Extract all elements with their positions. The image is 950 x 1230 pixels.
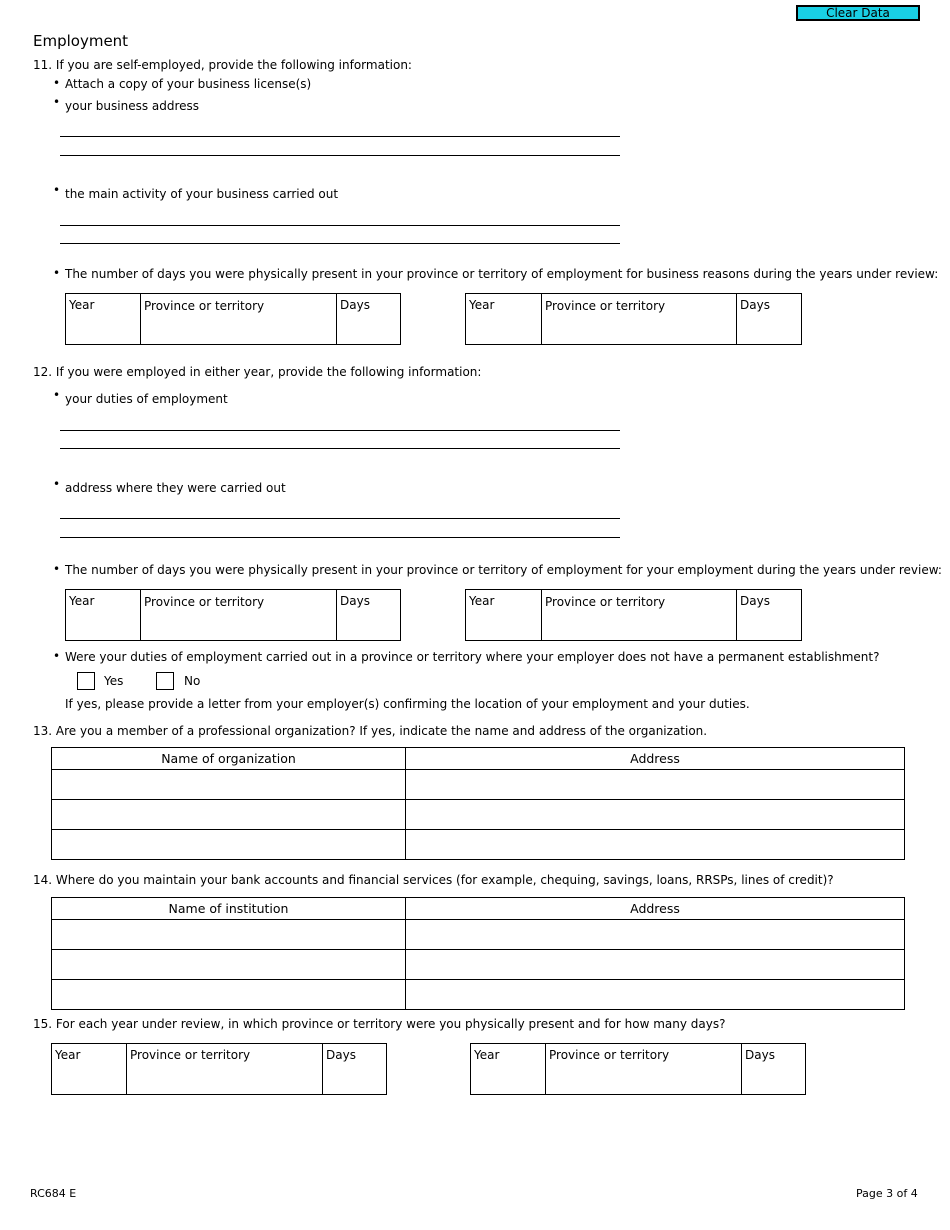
institution-name-cell[interactable] (52, 980, 406, 1010)
days-cell[interactable] (737, 590, 801, 640)
q12-note: If yes, please provide a letter from your employer(s) confirming the location of your employment and your duties. (65, 697, 750, 711)
q13-organization-table (51, 747, 905, 860)
q11-year-table-1 (65, 293, 401, 345)
institution-name-cell[interactable] (52, 920, 406, 950)
bullet-icon: • (53, 477, 61, 491)
col-address: Address (406, 748, 905, 770)
year-label: Year (69, 594, 95, 608)
q11-activity-line-1[interactable] (60, 225, 620, 226)
institution-address-cell[interactable] (406, 920, 905, 950)
year-cell[interactable] (466, 590, 542, 640)
year-label: Year (474, 1048, 500, 1062)
bullet-icon: • (53, 388, 61, 402)
province-label: Province or territory (549, 1048, 670, 1062)
q12-year-table-1 (65, 589, 401, 641)
table-row (52, 950, 905, 980)
form-id: RC684 E (30, 1187, 77, 1200)
yes-checkbox[interactable] (77, 672, 95, 690)
province-cell[interactable] (542, 294, 737, 344)
organization-name-cell[interactable] (52, 830, 406, 860)
bullet-icon: • (53, 183, 61, 197)
yes-label: Yes (104, 674, 124, 688)
organization-name-cell[interactable] (52, 800, 406, 830)
q12-address-label: address where they were carried out (65, 481, 286, 495)
bullet-icon: • (53, 266, 61, 280)
table-row (52, 770, 905, 800)
bullet-icon: • (53, 76, 61, 90)
days-cell[interactable] (737, 294, 801, 344)
clear-data-button[interactable]: Clear Data (796, 5, 920, 21)
year-label: Year (469, 298, 495, 312)
days-label: Days (326, 1048, 356, 1062)
q12-duties-line-2[interactable] (60, 448, 620, 449)
section-title: Employment (33, 32, 129, 50)
institution-address-cell[interactable] (406, 950, 905, 980)
province-label: Province or territory (130, 1048, 251, 1062)
province-label: Province or territory (144, 595, 265, 609)
organization-address-cell[interactable] (406, 770, 905, 800)
days-label: Days (740, 298, 770, 312)
q11-address-label: your business address (65, 99, 200, 113)
page-number: Page 3 of 4 (856, 1187, 918, 1200)
province-cell[interactable] (546, 1044, 742, 1094)
bullet-icon: • (53, 562, 61, 576)
organization-name-cell[interactable] (52, 770, 406, 800)
q11-activity-line-2[interactable] (60, 243, 620, 244)
q15-year-table-1 (51, 1043, 387, 1095)
col-name-of-institution: Name of institution (52, 898, 406, 920)
year-cell[interactable] (466, 294, 542, 344)
organization-address-cell[interactable] (406, 830, 905, 860)
table-row (52, 980, 905, 1010)
q15-year-table-2 (470, 1043, 806, 1095)
q11-activity-label: the main activity of your business carried out (65, 187, 339, 201)
q14-title: 14. Where do you maintain your bank accounts and financial services (for example, chequing, savings, loans, RRSPs, lines of credit)? (33, 873, 834, 887)
no-checkbox[interactable] (156, 672, 174, 690)
q12-days-label: The number of days you were physically present in your province or territory of employment for your employment during the years under review: (65, 563, 942, 577)
year-label: Year (469, 594, 495, 608)
year-cell[interactable] (52, 1044, 127, 1094)
q15-title: 15. For each year under review, in which province or territory were you physically present and for how many days? (33, 1017, 726, 1031)
q14-institution-table (51, 897, 905, 1010)
province-label: Province or territory (545, 299, 666, 313)
province-cell[interactable] (141, 590, 337, 640)
days-cell[interactable] (337, 294, 400, 344)
province-cell[interactable] (542, 590, 737, 640)
q11-days-label: The number of days you were physically present in your province or territory of employment for business reasons during the years under review: (65, 267, 939, 281)
days-label: Days (740, 594, 770, 608)
q11-title: 11. If you are self-employed, provide the following information: (33, 58, 412, 72)
col-name-of-organization: Name of organization (52, 748, 406, 770)
organization-address-cell[interactable] (406, 800, 905, 830)
q11-address-line-2[interactable] (60, 155, 620, 156)
days-cell[interactable] (337, 590, 400, 640)
year-cell[interactable] (66, 590, 141, 640)
q13-title: 13. Are you a member of a professional organization? If yes, indicate the name and address of the organization. (33, 724, 708, 738)
institution-address-cell[interactable] (406, 980, 905, 1010)
province-label: Province or territory (144, 299, 265, 313)
province-cell[interactable] (127, 1044, 323, 1094)
days-label: Days (340, 594, 370, 608)
days-label: Days (745, 1048, 775, 1062)
q11-year-table-2 (465, 293, 802, 345)
year-cell[interactable] (471, 1044, 546, 1094)
q12-year-table-2 (465, 589, 802, 641)
q12-title: 12. If you were employed in either year, provide the following information: (33, 365, 482, 379)
province-label: Province or territory (545, 595, 666, 609)
no-label: No (184, 674, 201, 688)
year-cell[interactable] (66, 294, 141, 344)
bullet-icon: • (53, 649, 61, 663)
q12-duties-line-1[interactable] (60, 430, 620, 431)
table-row (52, 920, 905, 950)
q11-license-text: Attach a copy of your business license(s) (65, 77, 312, 91)
days-cell[interactable] (323, 1044, 386, 1094)
province-cell[interactable] (141, 294, 337, 344)
institution-name-cell[interactable] (52, 950, 406, 980)
days-label: Days (340, 298, 370, 312)
q11-address-line-1[interactable] (60, 136, 620, 137)
table-row (52, 800, 905, 830)
q12-duties-label: your duties of employment (65, 392, 228, 406)
year-label: Year (55, 1048, 81, 1062)
bullet-icon: • (53, 95, 61, 109)
col-address: Address (406, 898, 905, 920)
q12-establishment-question: Were your duties of employment carried out in a province or territory where your employer does not have a permanent establishment? (65, 650, 880, 664)
days-cell[interactable] (742, 1044, 805, 1094)
q12-address-line-1[interactable] (60, 518, 620, 519)
q12-address-line-2[interactable] (60, 537, 620, 538)
table-row (52, 830, 905, 860)
year-label: Year (69, 298, 95, 312)
